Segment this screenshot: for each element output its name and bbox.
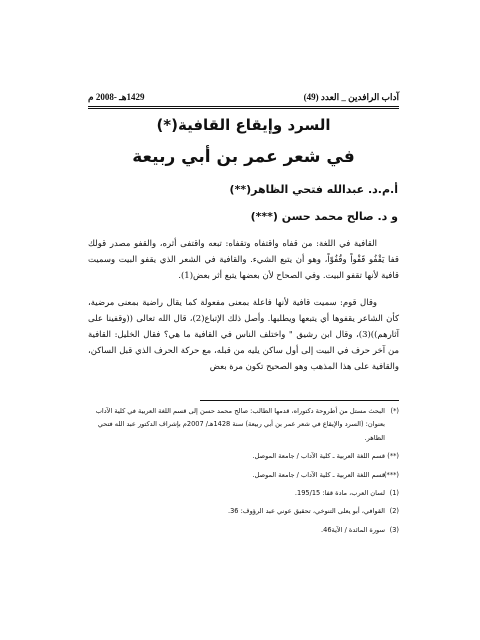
footnote-mark: (3) bbox=[389, 525, 399, 534]
footnote bbox=[88, 524, 399, 537]
footnote-rule bbox=[200, 400, 399, 401]
footnote-mark: (***) bbox=[383, 470, 399, 479]
issue-date: 1429هـ -2008 م bbox=[88, 91, 145, 102]
footnote-mark: (**) bbox=[387, 452, 399, 461]
author-first: أ.م.د. عبدالله فتحي الظاهر(**) bbox=[229, 183, 398, 196]
article-subtitle: في شعر عمر بن أبي ربيعة bbox=[132, 147, 355, 167]
footnote-text: لسان العرب، مادة قفا: 195/15. bbox=[294, 489, 385, 498]
footnote bbox=[88, 450, 399, 463]
running-header bbox=[88, 89, 399, 105]
article-title: السرد وإيقاع القافية(*) bbox=[156, 116, 331, 134]
body-paragraph: القافية في اللغة: من قفاه واقتفاه وتقفاه: تبعه واقتفى أثره، والقفو مصدر قولك قفا يَقْفُو قَفْواً وقُفُوّاً، وهو أن يتبع الشيء. والقافية في الشعر الذي يقفو البيت وسميت قافية لأنها تقفو البيت. وفي الصحاح لأن بعضها يتبع أثر بعض(1). bbox=[88, 239, 399, 282]
journal-name: آداب الرافدين _ العدد (49) bbox=[303, 91, 399, 102]
footnotes bbox=[88, 405, 399, 537]
footnote-text: قسم اللغة العربية ـ كلية الآداب / جامعة الموصل. bbox=[252, 470, 385, 479]
footnote-text: قسم اللغة العربية ـ كلية الآداب / جامعة الموصل. bbox=[252, 452, 385, 461]
footnote bbox=[88, 469, 399, 482]
header-rule-thin bbox=[88, 108, 399, 109]
footnote bbox=[88, 405, 399, 445]
footnote-mark: (1) bbox=[389, 489, 399, 498]
footnote-mark: (*) bbox=[390, 407, 399, 415]
footnote-mark: (2) bbox=[389, 507, 399, 516]
body-paragraph: وقال قوم: سميت قافية لأنها فاعلة بمعنى مفعولة كما يقال راضية بمعنى مرضية، كأن الشاعر يقفوها أي يتبعها ويطلبها. وأصل ذلك الإتباع(2)، قال الله تعالى ((وقفينا على آثارهم))(3)، وقال ابن رشيق " واختلف الناس في القافية ما هي؟ فقال الخليل: القافية من آخر حرف في البيت إلى أول ساكن يليه من قبله، مع حركة الحرف الذي قبل الساكن، والقافية على هذا المذهب وهو الصحيح تكون مرة بعض bbox=[88, 297, 399, 373]
footnote-text: البحث مستل من أطروحة دكتوراه، قدمها الطالب: صالح محمد حسن إلى قسم اللغة العربية في كلية الآداب بعنوان: (السرد والإيقاع في شعر عمر بن أبي ربيعة) سنة 1428هـ/ 2007م بإشراف الدكتور عبد الله فتحي الظاهر. bbox=[95, 407, 385, 442]
footnote bbox=[88, 505, 399, 518]
author-second: و د. صالح محمد حسن (***) bbox=[250, 210, 398, 223]
header-rule bbox=[88, 106, 399, 107]
footnote-text: القوافي، أبو يعلى التنوخي، تحقيق عوني عبد الرؤوف: 36. bbox=[227, 507, 385, 516]
footnote bbox=[88, 487, 399, 500]
footnote-text: سورة المائدة / الآية46. bbox=[321, 525, 385, 534]
article-body bbox=[88, 236, 399, 376]
